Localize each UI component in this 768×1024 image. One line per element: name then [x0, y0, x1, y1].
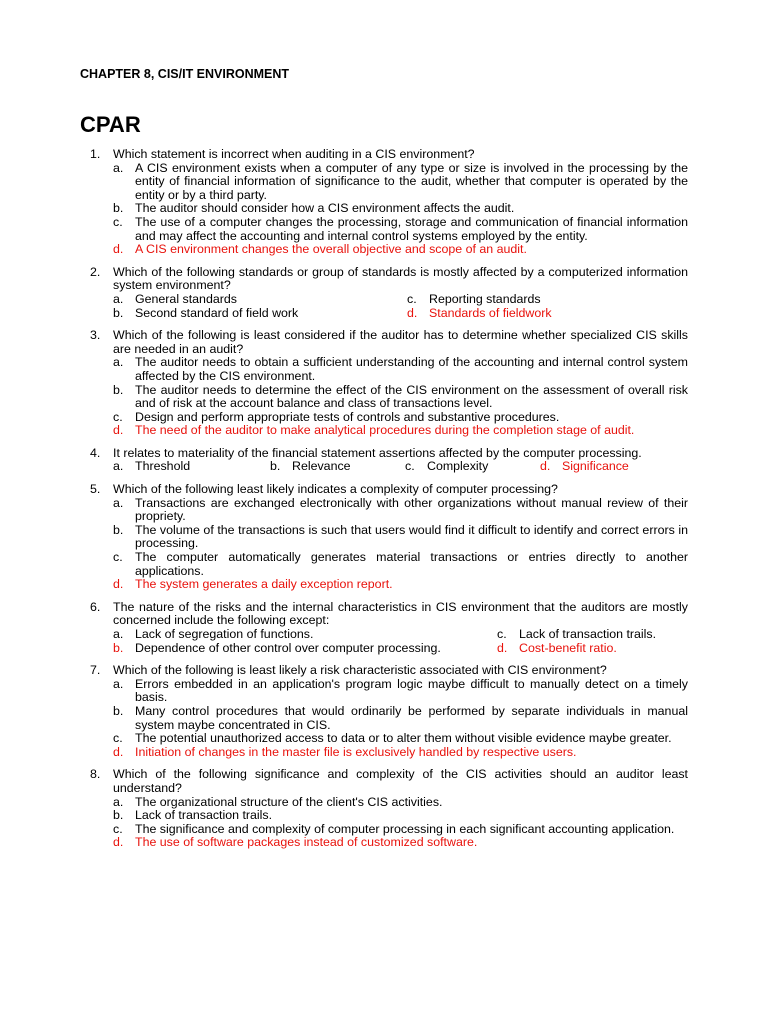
- option-letter: d.: [540, 459, 551, 474]
- option-letter: b.: [113, 382, 124, 397]
- option-c: [113, 216, 688, 243]
- question-text: Which of the following is least considered if the auditor has to determine whether specialized CIS skills are needed in an audit?: [113, 328, 688, 356]
- option-text: Significance: [562, 459, 629, 474]
- option-a: [113, 460, 270, 474]
- option-d-answer: [113, 746, 688, 760]
- option-b: [113, 307, 407, 321]
- question-number: 5.: [90, 482, 101, 497]
- option-text: The use of a computer changes the processing, storage and communication of financial information and may affect the accounting and internal control systems employed by the entity.: [135, 214, 688, 243]
- option-list: [113, 460, 688, 474]
- question-number: 4.: [90, 445, 101, 460]
- option-letter: a.: [113, 459, 124, 474]
- option-text: Lack of transaction trails.: [519, 627, 657, 641]
- question-text: Which of the following is least likely a risk characteristic associated with CIS environment?: [113, 663, 607, 678]
- option-text: Lack of segregation of functions.: [135, 627, 314, 641]
- option-text: Lack of transaction trails.: [135, 808, 273, 823]
- option-c: [113, 732, 688, 746]
- option-list: [113, 293, 688, 320]
- option-text: The need of the auditor to make analytical procedures during the completion stage of audit.: [135, 423, 635, 438]
- option-text: Relevance: [292, 459, 351, 474]
- option-c: [405, 460, 540, 474]
- option-letter: b.: [113, 305, 124, 320]
- option-list: [113, 356, 688, 438]
- option-text: The auditor needs to determine the effect of the CIS environment on the assessment of overall risk and of risk at the account balance and class of transactions level.: [135, 382, 688, 411]
- question-text: The nature of the risks and the internal characteristics in CIS environment that the auditors are mostly concerned include the following except:: [113, 599, 688, 628]
- option-d-answer: [540, 460, 688, 474]
- option-text: The volume of the transactions is such that users would find it difficult to identify and correct errors in processing.: [135, 522, 688, 551]
- option-letter: a.: [113, 495, 124, 510]
- option-text: The potential unauthorized access to data or to alter them without visible evidence maybe greater.: [135, 731, 672, 746]
- option-b: [113, 809, 688, 823]
- option-text: Initiation of changes in the master file is exclusively handled by respective users.: [135, 744, 577, 759]
- option-text: The computer automatically generates material transactions or entries directly to another applications.: [135, 550, 688, 578]
- option-text: The significance and complexity of computer processing in each significant accounting application.: [135, 821, 675, 836]
- option-text: The system generates a daily exception report.: [135, 577, 393, 592]
- question-5: [80, 483, 688, 592]
- page-title: CPAR: [80, 112, 141, 137]
- option-letter: d.: [113, 744, 124, 759]
- question-number: 2.: [90, 264, 101, 279]
- option-text: General standards: [135, 291, 237, 306]
- option-a: [113, 678, 688, 705]
- option-letter: a.: [113, 676, 124, 691]
- option-letter: c.: [113, 409, 123, 424]
- question-text: Which of the following standards or group of standards is mostly affected by a computerized information system environment?: [113, 264, 688, 293]
- question-number: 8.: [90, 767, 101, 782]
- option-a: [113, 293, 407, 307]
- question-7: [80, 664, 688, 759]
- option-letter: a.: [113, 355, 124, 370]
- option-b: [113, 384, 688, 411]
- option-a: [113, 356, 688, 383]
- option-b: [113, 202, 688, 216]
- option-letter: d.: [113, 835, 124, 850]
- option-letter: c.: [113, 550, 123, 565]
- option-list: [113, 162, 688, 257]
- chapter-heading: CHAPTER 8, CIS/IT ENVIRONMENT: [80, 67, 290, 81]
- option-letter: d.: [407, 305, 418, 320]
- option-text: Many control procedures that would ordinarily be performed by separate individuals in manual system maybe concentrated in CIS.: [135, 703, 688, 732]
- question-text: Which of the following significance and complexity of the CIS activities should an auditor least understand?: [113, 767, 688, 795]
- option-text: The auditor needs to obtain a sufficient understanding of the accounting and internal control system affected by the CIS environment.: [135, 355, 688, 383]
- option-letter: b.: [113, 522, 124, 537]
- option-letter: d.: [113, 423, 124, 438]
- option-letter: a.: [113, 291, 124, 306]
- option-text: Threshold: [135, 459, 191, 474]
- question-1: [80, 148, 688, 257]
- question-text: Which statement is incorrect when auditing in a CIS environment?: [113, 147, 475, 161]
- option-text: The organizational structure of the client's CIS activities.: [135, 794, 443, 809]
- option-letter: c.: [113, 821, 123, 836]
- option-letter: c.: [497, 627, 507, 641]
- option-d-answer: [407, 307, 688, 321]
- option-text: A CIS environment exists when a computer of any type or size is involved in the processing by the entity of financial information of significance to the audit, whether that computer is operated by the entity or by a third party.: [135, 160, 688, 202]
- question-6: [80, 601, 688, 655]
- option-letter: a.: [113, 627, 124, 641]
- option-text: Dependence of other control over computer processing.: [135, 640, 441, 655]
- option-text: Reporting standards: [429, 291, 541, 306]
- option-letter: b.: [113, 808, 124, 823]
- option-text: Errors embedded in an application's program logic maybe difficult to manually detect on a timely basis.: [135, 676, 688, 705]
- option-letter: c.: [113, 731, 123, 746]
- question-4: [80, 447, 688, 474]
- option-d-answer: [113, 836, 688, 850]
- option-letter: a.: [113, 160, 124, 175]
- option-text: Complexity: [427, 459, 489, 474]
- question-text: Which of the following least likely indicates a complexity of computer processing?: [113, 482, 558, 497]
- question-list: [80, 148, 688, 850]
- question-2: [80, 266, 688, 320]
- option-letter: c.: [407, 291, 417, 306]
- option-text: The use of software packages instead of customized software.: [135, 835, 478, 850]
- option-a: [113, 162, 688, 203]
- option-c: [113, 823, 688, 837]
- option-letter: a.: [113, 794, 124, 809]
- option-letter: b.: [113, 201, 124, 216]
- option-letter: c.: [113, 214, 123, 229]
- option-text: The auditor should consider how a CIS environment affects the audit.: [135, 201, 515, 216]
- question-8: [80, 768, 688, 850]
- option-text: Transactions are exchanged electronically with other organizations without manual review of their propriety.: [135, 495, 688, 524]
- option-d-answer: [113, 578, 688, 592]
- option-b: [113, 524, 688, 551]
- option-letter: c.: [405, 459, 415, 474]
- option-text: Standards of fieldwork: [429, 305, 552, 320]
- question-number: 6.: [90, 599, 101, 614]
- option-b: [270, 460, 405, 474]
- option-letter: b.: [113, 640, 124, 655]
- question-number: 3.: [90, 328, 101, 343]
- question-text: It relates to materiality of the financial statement assertions affected by the computer processing.: [113, 445, 642, 460]
- option-b: [113, 642, 497, 656]
- question-3: [80, 329, 688, 438]
- option-text: Design and perform appropriate tests of controls and substantive procedures.: [135, 409, 560, 424]
- option-letter: b.: [113, 703, 124, 718]
- option-c: [407, 293, 688, 307]
- option-text: Cost-benefit ratio.: [519, 640, 617, 655]
- option-letter: d.: [113, 242, 124, 257]
- option-d-answer: [113, 424, 688, 438]
- option-letter: b.: [270, 459, 281, 474]
- option-b: [113, 705, 688, 732]
- option-a: [113, 628, 497, 642]
- option-letter: d.: [497, 640, 508, 655]
- option-c: [497, 628, 688, 642]
- option-a: [113, 796, 688, 810]
- option-d-answer: [497, 642, 688, 656]
- option-c: [113, 411, 688, 425]
- option-list: [113, 628, 688, 655]
- option-list: [113, 497, 688, 592]
- option-c: [113, 551, 688, 578]
- option-text: Second standard of field work: [135, 305, 299, 320]
- option-a: [113, 497, 688, 524]
- option-text: A CIS environment changes the overall objective and scope of an audit.: [135, 242, 527, 257]
- question-number: 1.: [90, 147, 101, 161]
- option-d-answer: [113, 243, 688, 257]
- option-letter: d.: [113, 577, 124, 592]
- question-number: 7.: [90, 663, 101, 678]
- option-list: [113, 796, 688, 850]
- option-list: [113, 678, 688, 760]
